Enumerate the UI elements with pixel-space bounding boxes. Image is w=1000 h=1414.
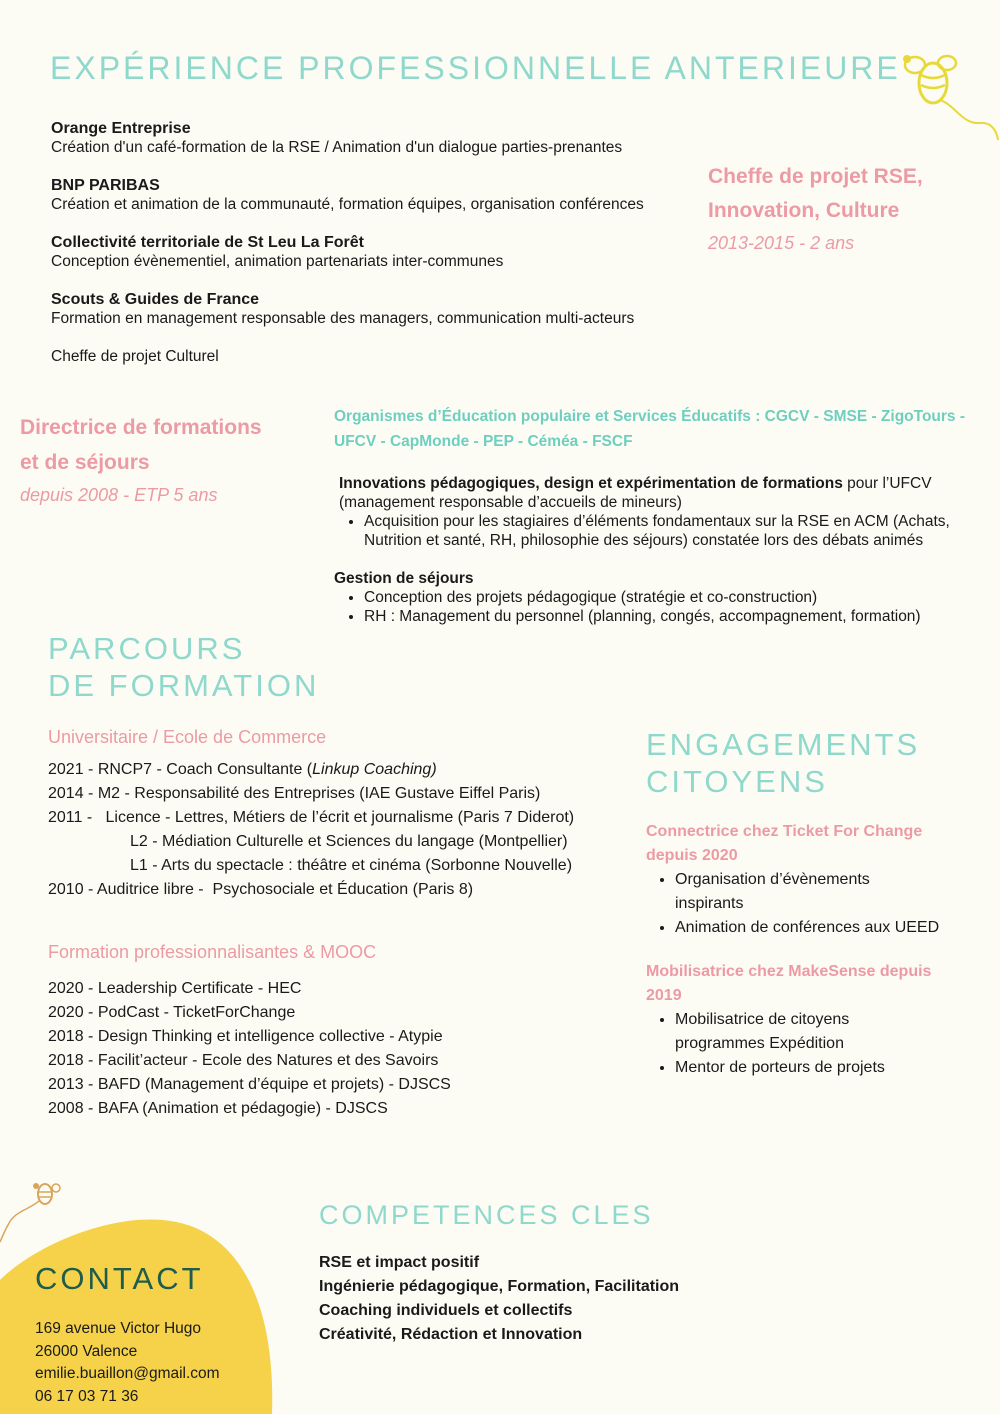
job-item xyxy=(51,176,701,233)
innov-rest: pour l’UFCV (management responsable d’accueils de mineurs) xyxy=(339,475,932,511)
list-item: 2018 - Design Thinking et intelligence collective - Atypie xyxy=(48,1028,443,1045)
directrice-block xyxy=(20,410,320,510)
directrice-period: depuis 2008 - ETP 5 ans xyxy=(20,485,218,505)
uni-1-italic: Linkup Coaching) xyxy=(312,761,437,778)
job-desc: Création et animation de la communauté, formation équipes, organisation conférences xyxy=(51,196,644,213)
contact-city: 26000 Valence xyxy=(35,1342,138,1360)
engagements-list xyxy=(646,820,966,1080)
uni-list xyxy=(48,758,648,902)
list-item: • Mentor de porteurs de projets xyxy=(675,1056,905,1080)
formation-heading-line1: PARCOURS xyxy=(48,631,246,666)
engagements-heading-line2: CITOYENS xyxy=(646,764,828,799)
gestion-title: Gestion de séjours xyxy=(334,570,474,587)
gestion-list xyxy=(334,588,989,626)
job-desc: Formation en management responsable des managers, communication multi-acteurs xyxy=(51,310,635,327)
job-item xyxy=(51,290,701,347)
role-title-line1: Cheffe de projet RSE, xyxy=(708,165,923,188)
orgs-text: Organismes d’Éducation populaire et Services Éducatifs : CGCV - SMSE - ZigoTours - UFCV - CapMonde - PEP - Céméa - FSCF xyxy=(334,408,966,450)
experience-heading: EXPÉRIENCE PROFESSIONNELLE ANTERIEURE xyxy=(50,50,901,86)
experience-list xyxy=(51,119,701,366)
job-extra: Cheffe de projet Culturel xyxy=(51,348,219,365)
contact-address: 169 avenue Victor Hugo xyxy=(35,1320,202,1337)
engagement-title-line1: Connectrice chez Ticket For Change xyxy=(646,823,923,840)
contact-email[interactable]: emilie.buaillon@gmail.com xyxy=(35,1365,220,1382)
engagement-bullets xyxy=(646,1008,905,1080)
uni-1-text: 2021 - RNCP7 - Coach Consultante ( xyxy=(48,761,313,778)
list-item: 2020 - PodCast - TicketForChange xyxy=(48,1004,296,1021)
list-item: RSE et impact positif xyxy=(319,1254,480,1271)
list-item: 2018 - Facilit’acteur - Ecole des Natures et des Savoirs xyxy=(48,1052,439,1069)
contact-phone[interactable]: 06 17 03 71 36 xyxy=(35,1387,139,1405)
list-item: • RH : Management du personnel (planning, congés, accompagnement, formation) xyxy=(364,607,989,626)
list-item: 2008 - BAFA (Animation et pédagogie) - DJSCS xyxy=(48,1100,388,1117)
innov-text xyxy=(334,474,989,512)
list-item: • Conception des projets pédagogique (stratégie et co-construction) xyxy=(364,588,989,607)
role-period: 2013-2015 - 2 ans xyxy=(708,233,855,253)
uni-title: Universitaire / Ecole de Commerce xyxy=(48,727,327,747)
directrice-title-line2: et de séjours xyxy=(20,451,150,474)
job-title: Orange Entreprise xyxy=(51,120,191,137)
job-title: Collectivité territoriale de St Leu La Forêt xyxy=(51,234,364,251)
job-item xyxy=(51,119,701,176)
job-title: BNP PARIBAS xyxy=(51,177,160,194)
engagement-title xyxy=(646,960,966,1008)
engagement-title xyxy=(646,820,966,868)
list-item: • Acquisition pour les stagiaires d’éléments fondamentaux sur la RSE en ACM (Achats, Nutrition et santé, RH, philosophie des séjours) constatée lors des débats animés xyxy=(364,512,989,550)
job-item xyxy=(51,233,701,290)
engagement-title-line1: Mobilisatrice chez MakeSense depuis xyxy=(646,963,932,980)
directrice-details xyxy=(334,404,989,626)
list-item: Ingénierie pédagogique, Formation, Facilitation xyxy=(319,1278,680,1295)
job-desc: Création d'un café-formation de la RSE / Animation d'un dialogue parties-prenantes xyxy=(51,139,623,156)
directrice-title-line1: Directrice de formations xyxy=(20,416,262,439)
innov-bold: Innovations pédagogiques, design et expérimentation de formations xyxy=(339,475,843,492)
list-item: L2 - Médiation Culturelle et Sciences du langage (Montpellier) xyxy=(130,833,568,850)
list-item: 2014 - M2 - Responsabilité des Entreprises (IAE Gustave Eiffel Paris) xyxy=(48,785,541,802)
pro-list xyxy=(48,977,608,1121)
engagement-title-line2: 2019 xyxy=(646,987,682,1004)
contact-heading: CONTACT xyxy=(35,1261,204,1296)
list-item: L1 - Arts du spectacle : théâtre et cinéma (Sorbonne Nouvelle) xyxy=(130,857,573,874)
engagement-title-line2: depuis 2020 xyxy=(646,847,738,864)
list-item xyxy=(48,758,648,782)
list-item: Coaching individuels et collectifs xyxy=(319,1302,573,1319)
formation-heading-line2: DE FORMATION xyxy=(48,668,320,703)
list-item: 2011 - Licence - Lettres, Métiers de l’écrit et journalisme (Paris 7 Diderot) xyxy=(48,809,575,826)
contact-info xyxy=(35,1318,220,1408)
innov-list xyxy=(334,512,989,550)
list-item: 2020 - Leadership Certificate - HEC xyxy=(48,980,302,997)
pro-title: Formation professionnalisantes & MOOC xyxy=(48,942,377,962)
bee-icon xyxy=(885,45,1000,145)
list-item: • Mobilisatrice de citoyens programmes Expédition xyxy=(675,1008,905,1056)
list-item: 2013 - BAFD (Management d’équipe et projets) - DJSCS xyxy=(48,1076,451,1093)
engagements-heading xyxy=(646,726,920,800)
job-desc: Conception évènementiel, animation partenariats inter-communes xyxy=(51,253,504,270)
engagements-heading-line1: ENGAGEMENTS xyxy=(646,727,921,762)
list-item: 2010 - Auditrice libre - Psychosociale et Éducation (Paris 8) xyxy=(48,881,474,898)
list-item: • Animation de conférences aux UEED xyxy=(675,916,925,940)
competences-heading: COMPETENCES CLES xyxy=(319,1200,654,1230)
list-item: • Organisation d’évènements inspirants xyxy=(675,868,925,916)
formation-heading xyxy=(48,630,319,704)
role-title-line2: Innovation, Culture xyxy=(708,199,900,222)
engagement-bullets xyxy=(646,868,940,940)
list-item: Créativité, Rédaction et Innovation xyxy=(319,1326,583,1343)
competences-list xyxy=(319,1251,679,1347)
role-block xyxy=(708,160,998,258)
job-title: Scouts & Guides de France xyxy=(51,291,260,308)
